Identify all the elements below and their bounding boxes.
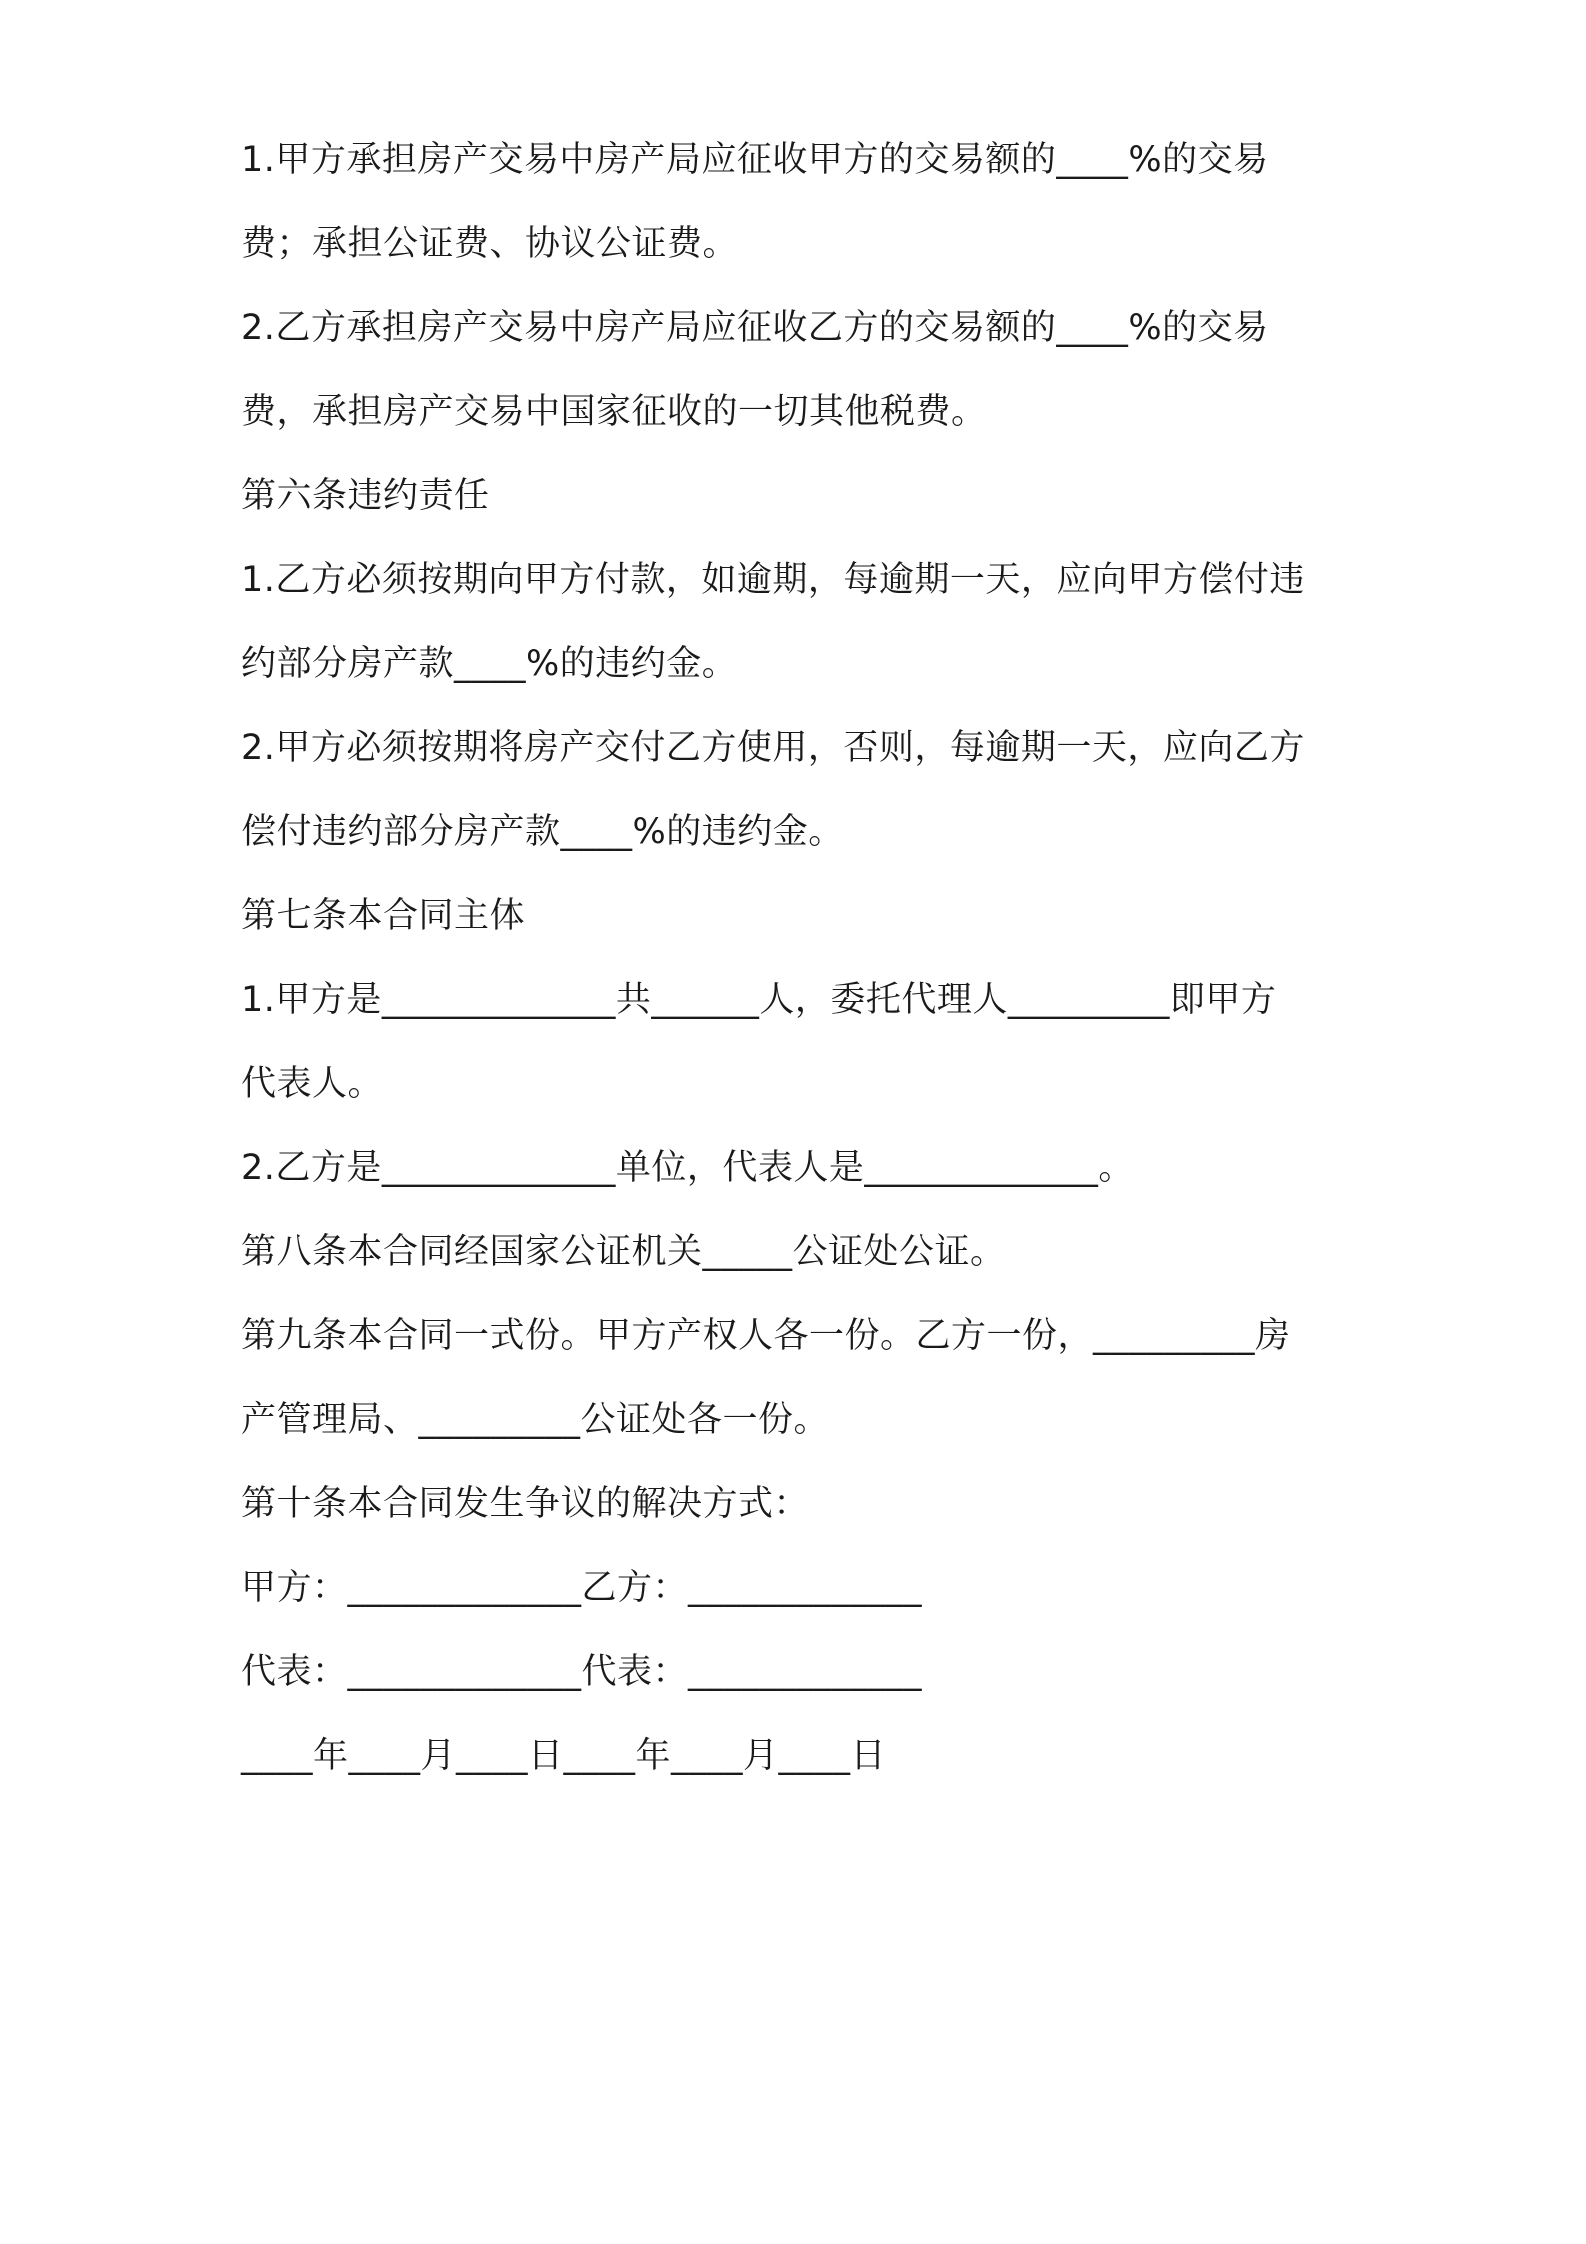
clause-6-heading: 第六条违约责任 <box>241 476 490 516</box>
clause-6-item-1-line-2: 约部分房产款____%的违约金。 <box>241 644 738 684</box>
clause-9-line-1: 第九条本合同一式份。甲方产权人各一份。乙方一份，_________房 <box>241 1316 1291 1356</box>
clause-10: 第十条本合同发生争议的解决方式： <box>241 1484 810 1524</box>
clause-5-item-1-line-1: 1.甲方承担房产交易中房产局应征收甲方的交易额的____%的交易 <box>241 140 1269 180</box>
signature-date-line: ____年____月____日____年____月____日 <box>241 1736 887 1776</box>
clause-7-heading: 第七条本合同主体 <box>241 896 526 936</box>
clause-7-item-1-line-1: 1.甲方是_____________共______人，委托代理人_________即甲方 <box>241 980 1277 1020</box>
clause-6-item-2-line-1: 2.甲方必须按期将房产交付乙方使用，否则，每逾期一天，应向乙方 <box>241 728 1305 768</box>
clause-7-item-2: 2.乙方是_____________单位，代表人是_____________。 <box>241 1148 1134 1188</box>
document-body <box>241 126 1361 1806</box>
clause-7-item-1-line-2: 代表人。 <box>241 1064 384 1104</box>
clause-5-item-2-line-1: 2.乙方承担房产交易中房产局应征收乙方的交易额的____%的交易 <box>241 308 1269 348</box>
signature-party-line: 甲方：_____________乙方：_____________ <box>241 1568 923 1608</box>
clause-5-item-1-line-2: 费；承担公证费、协议公证费。 <box>241 224 739 264</box>
clause-8: 第八条本合同经国家公证机关_____公证处公证。 <box>241 1232 1006 1272</box>
signature-representative-line: 代表：_____________代表：_____________ <box>241 1652 923 1692</box>
clause-9-line-2: 产管理局、_________公证处各一份。 <box>241 1400 830 1440</box>
clause-6-item-1-line-1: 1.乙方必须按期向甲方付款，如逾期，每逾期一天，应向甲方偿付违 <box>241 560 1305 600</box>
clause-5-item-2-line-2: 费，承担房产交易中国家征收的一切其他税费。 <box>241 392 987 432</box>
clause-6-item-2-line-2: 偿付违约部分房产款____%的违约金。 <box>241 812 844 852</box>
